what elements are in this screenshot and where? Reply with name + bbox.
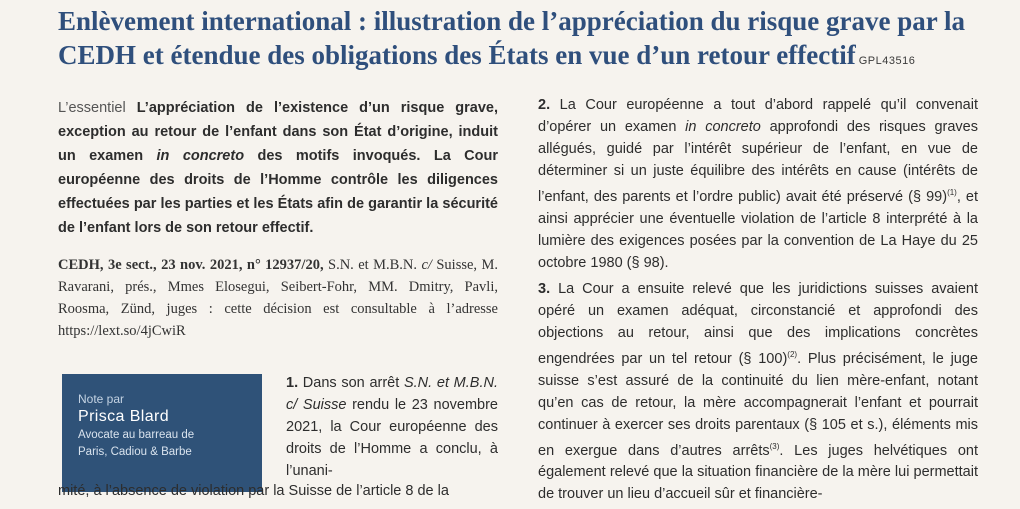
lead-summary bbox=[58, 96, 498, 240]
lead-text-before: L’appréciation de l’existence d’un risque grave, exception au retour de l’enfant dans son État d’origine, induit un examen bbox=[58, 100, 498, 164]
citation-italic: c/ bbox=[421, 257, 432, 273]
citation-rest: Suisse, M. Ravarani, prés., Mmes Elosegui, Seibert-Fohr, MM. Dmitry, Pavli, Roosma, Zünd, juges : cette décision est consultable à l’adresse https://lext.so/4jCwiR bbox=[58, 257, 499, 339]
paragraph-1-text-b: rendu le 23 novembre 2021, la Cour européenne des droits de l’Homme a conclu, à l’unani- bbox=[286, 397, 498, 479]
case-citation bbox=[58, 254, 498, 342]
paragraph-1 bbox=[286, 372, 498, 482]
article-code: GPL43516 bbox=[858, 55, 916, 67]
citation-reference: CEDH, 3e sect., 23 nov. 2021, n° 12937/20, bbox=[58, 257, 324, 273]
right-column bbox=[538, 94, 978, 509]
paragraph-2-text-c: , et ainsi apprécier une éventuelle violation de l’article 8 interprété à la lumière des exigences posées par la convention de La Haye du 25 octobre 1980 (§ 98). bbox=[538, 188, 979, 271]
paragraph-2-text-a: La Cour européenne a tout d’abord rappelé qu’il convenait d’opérer un examen bbox=[538, 97, 978, 135]
note-label: Note par bbox=[78, 392, 125, 406]
author-role-line1: Avocate au barreau de bbox=[78, 429, 195, 441]
lead-text-after: des motifs invoqués. La Cour européenne des droits de l’Homme contrôle les diligences effectuées par les parties et les États afin de garantir la sécurité de l’enfant lors de son retour effectif. bbox=[58, 148, 498, 236]
paragraph-2-text-b: approfondi des risques graves allégués, guidé par l’intérêt supérieur de l’enfant, en vue de déterminer si un juste équilibre des intérêts en cause (intérêts de l’enfant, des parents et l’ordre public) avait été préservé (§ 99) bbox=[538, 119, 978, 205]
paragraph-3 bbox=[538, 278, 978, 506]
paragraph-1-case-name: S.N. et M.B.N. c/ Suisse bbox=[286, 375, 498, 413]
author-role-line2: Paris, Cadiou & Barbe bbox=[78, 446, 192, 458]
lead-text-italic: in concreto bbox=[156, 148, 245, 164]
paragraph-3-number: 3. bbox=[538, 280, 551, 297]
lead-label: L’essentiel bbox=[58, 100, 126, 116]
paragraph-2 bbox=[538, 94, 978, 274]
paragraph-1-text-a: Dans son arrêt bbox=[298, 375, 404, 391]
author-name: Prisca Blard bbox=[78, 408, 170, 425]
lead-text bbox=[58, 100, 498, 236]
left-column bbox=[58, 96, 498, 342]
paragraph-3-text-c: . Les juges helvétiques ont également relevé que la situation financière de la mère lui permettait de trouver un lieu d’accueil sûr et financière- bbox=[538, 442, 978, 503]
footnote-ref-2[interactable]: (2) bbox=[787, 349, 798, 359]
footnote-ref-1[interactable]: (1) bbox=[947, 188, 957, 197]
paragraph-1-number: 1. bbox=[286, 375, 299, 391]
paragraph-3-text-a: La Cour a ensuite relevé que les juridictions suisses avaient opéré un examen adéquat, circonstancié et approfondi des objections au retour, ainsi que des implications concrètes engendrées par un tel retour (§ 100) bbox=[538, 280, 978, 367]
article-title-text: Enlèvement international : illustration de l’appréciation du risque grave par la CEDH et étendue des obligations des États en vue d’un retour effectif bbox=[58, 6, 965, 70]
paragraph-2-italic: in concreto bbox=[685, 119, 761, 135]
paragraph-1-continued: mité, à l’absence de violation par la Suisse de l’article 8 de la bbox=[58, 483, 449, 499]
citation-parties: S.N. et M.B.N. bbox=[323, 257, 418, 273]
footnote-ref-3[interactable]: (3) bbox=[769, 441, 780, 451]
author-note-box bbox=[62, 374, 262, 492]
article-title bbox=[58, 4, 978, 78]
paragraph-3-text-b: . Plus précisément, le juge suisse s’est assuré de la continuité du lien mère-enfant, notant qu’en cas de retour, la mère accompagnerait l’enfant et pourrait continuer à exercer ses droits parentaux (§ 105 et s.), éléments mis en exergue dans d’autres arrêts bbox=[538, 350, 978, 459]
paragraph-2-number: 2. bbox=[538, 97, 551, 113]
